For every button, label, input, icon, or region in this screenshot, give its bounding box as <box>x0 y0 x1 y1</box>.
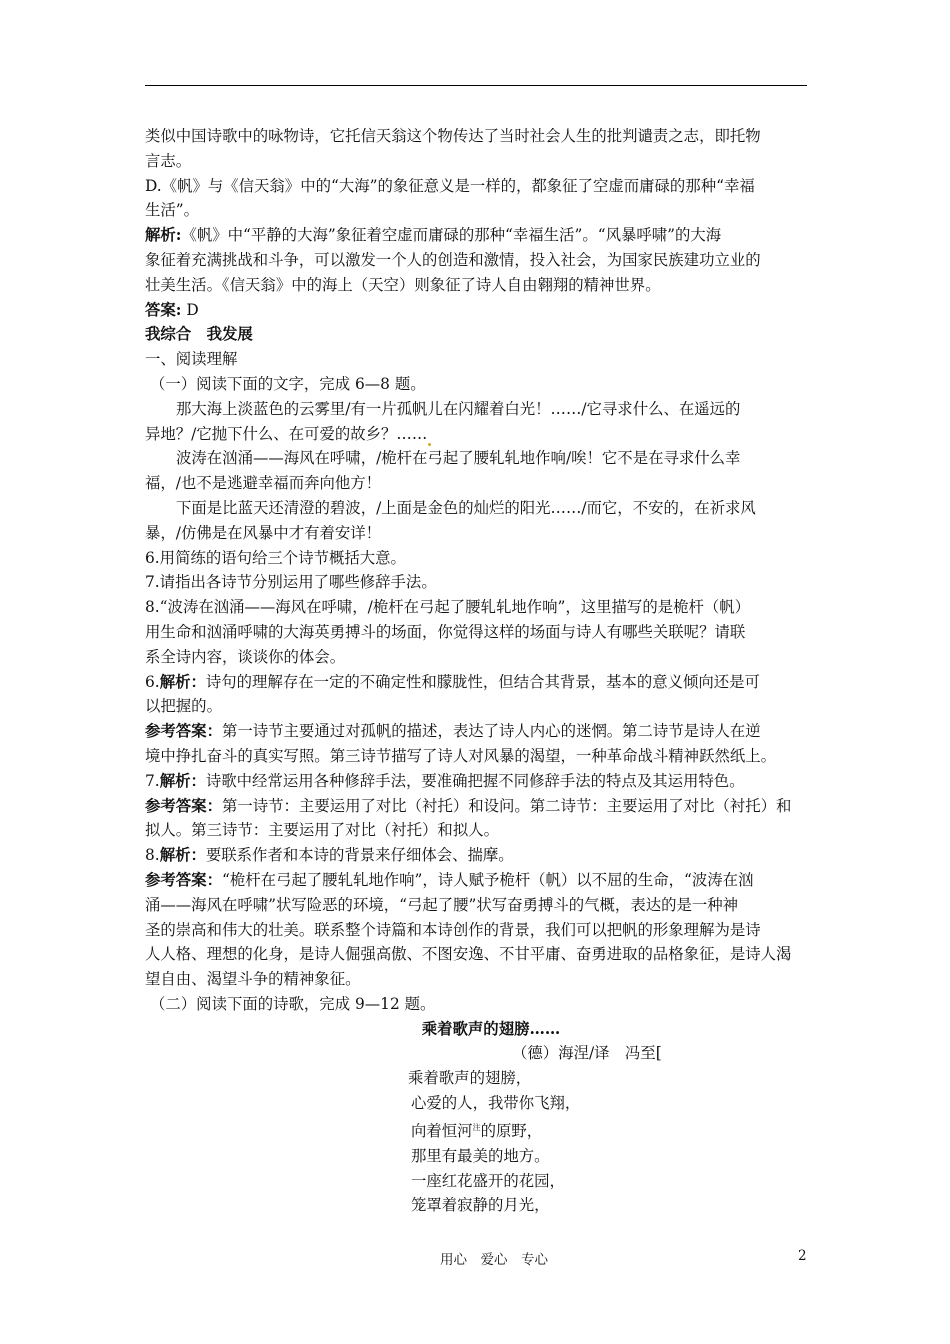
poem-line: 心爱的人，我带你飞翔， <box>411 1094 581 1113</box>
text-line: 类似中国诗歌中的咏物诗，它托信天翁这个物传达了当时社会人生的批判谴责之志，即托物 <box>145 127 761 145</box>
header-rule <box>145 85 807 86</box>
answer-label: 答案: <box>145 300 182 319</box>
reference-label: 参考答案： <box>145 796 222 815</box>
poem-line-part: 向着恒河 <box>411 1122 473 1140</box>
text-line: 涌——海风在呼啸”状写险恶的环境，“弓起了腰”状写奋勇搏斗的气概，表达的是一种神 <box>145 895 739 914</box>
poem-line: 一座红花盛开的花园， <box>411 1171 565 1190</box>
footnote-mark: 注 <box>472 1122 481 1132</box>
reading-intro-2: （二）阅读下面的诗歌，完成 9—12 题。 <box>150 994 436 1013</box>
poem-line: 那里有最美的地方。 <box>411 1146 550 1165</box>
poem-line: 乘着歌声的翅膀， <box>408 1069 532 1088</box>
analysis-7 <box>145 769 807 794</box>
question-7: 7.请指出各诗节分别运用了哪些修辞手法。 <box>145 573 437 592</box>
poem-stanza-line: 那大海上淡蓝色的云雾里/有一片孤帆儿在闪耀着白光！……/它寻求什么、在遥远的 <box>176 399 741 418</box>
analysis-label: 解析： <box>159 846 206 865</box>
reference-answer-7 <box>145 794 807 819</box>
text-line: 人人格、理想的化身，是诗人倔强高傲、不图安逸、不甘平庸、奋勇进取的品格象征，是诗人渴 <box>145 945 792 964</box>
reference-answer-6 <box>145 719 807 744</box>
option-d: D.《帆》与《信天翁》中的“大海”的象征意义是一样的，都象征了空虚而庸碌的那种“幸福 <box>145 176 755 195</box>
analysis-label: 解析： <box>159 672 206 691</box>
poem-author: （德）海涅/译 冯至[ <box>512 1044 662 1063</box>
analysis-text: 《帆》中“平静的大海”象征着空虚而庸碌的那种“幸福生活”。“风暴呼啸”的大海 <box>181 226 722 245</box>
answer-value: D <box>181 300 199 319</box>
analysis-text: 诗歌中经常运用各种修辞手法，要准确把握不同修辞手法的特点及其运用特色。 <box>205 771 745 790</box>
analysis-label: 解析: <box>145 226 182 245</box>
section-subheading: 一、阅读理解 <box>145 350 238 369</box>
poem-line-part: 的原野， <box>480 1122 543 1140</box>
poem-title: 乘着歌声的翅膀…… <box>421 1019 561 1038</box>
text-line: 望自由、渴望斗争的精神象征。 <box>145 970 361 989</box>
poem-stanza-line: 福，/也不是逃避幸福而奔向他方！ <box>145 474 382 493</box>
poem-stanza-line: 波涛在汹涌——海风在呼啸，/桅杆在弓起了腰轧轧地作响/唉！它不是在寻求什么幸 <box>176 449 741 468</box>
analysis-text: 要联系作者和本诗的背景来仔细体会、揣摩。 <box>205 846 514 865</box>
page-number: 2 <box>798 1248 807 1264</box>
item-number: 8. <box>145 846 160 865</box>
text-line: 以把握的。 <box>145 697 222 716</box>
item-number: 7. <box>145 771 160 790</box>
reference-text: 第一诗节：主要运用了对比（衬托）和设问。第二诗节：主要运用了对比（衬托）和 <box>221 796 792 815</box>
item-number: 6. <box>145 672 160 691</box>
analysis-6 <box>145 670 807 695</box>
reference-text: “桅杆在弓起了腰轧轧地作响”，诗人赋予桅杆（帆）以不屈的生命，“波涛在汹 <box>221 870 754 889</box>
answer <box>145 298 807 323</box>
text-line: 壮美生活。《信天翁》中的海上（天空）则象征了诗人自由翱翔的精神世界。 <box>145 275 661 294</box>
reference-label: 参考答案： <box>145 722 222 741</box>
footer-motto: 用心 爱心 专心 <box>440 1252 548 1268</box>
text-line: 系全诗内容，谈谈你的体会。 <box>145 647 346 666</box>
text-line: 拟人。第三诗节：主要运用了对比（衬托）和拟人。 <box>145 821 499 840</box>
question-6: 6.用简练的语句给三个诗节概括大意。 <box>145 548 406 567</box>
poem-stanza-line <box>145 422 807 447</box>
poem-line: 笼罩着寂静的月光， <box>411 1196 550 1215</box>
text-line: 言志。 <box>145 151 192 170</box>
analysis-label: 解析： <box>159 771 206 790</box>
reference-label: 参考答案： <box>145 870 222 889</box>
reference-text: 第一诗节主要通过对孤帆的描述，表达了诗人内心的迷惘。第二诗节是诗人在逆 <box>221 722 761 741</box>
poem-line <box>145 1116 807 1144</box>
reading-intro: （一）阅读下面的文字，完成 6—8 题。 <box>150 374 426 393</box>
text-line: 圣的崇高和伟大的壮美。联系整个诗篇和本诗创作的背景，我们可以把帆的形象理解为是诗 <box>145 920 761 939</box>
poem-stanza-line: 暴，/仿佛是在风暴中才有着安详！ <box>145 523 382 542</box>
analysis-text: 诗句的理解存在一定的不确定性和朦胧性，但结合其背景，基本的意义倾向还是可 <box>205 672 760 691</box>
text-line: 生活”。 <box>145 201 200 220</box>
reference-answer-8 <box>145 868 807 893</box>
analysis <box>145 223 807 248</box>
poem-stanza-text: 异地？/它抛下什么、在可爱的故乡？…… <box>145 424 428 443</box>
page-body <box>145 124 807 1218</box>
analysis-8 <box>145 843 807 868</box>
section-heading: 我综合 我发展 <box>145 325 253 344</box>
text-line: 用生命和汹涌呼啸的大海英勇搏斗的场面，你觉得这样的场面与诗人有哪些关联呢？请联 <box>145 622 746 641</box>
question-8: 8.“波涛在汹涌——海风在呼啸，/桅杆在弓起了腰轧轧地作响”，这里描写的是桅杆（帆） <box>145 598 751 617</box>
text-line: 象征着充满挑战和斗争，可以激发一个人的创造和激情，投入社会，为国家民族建功立业的 <box>145 250 761 269</box>
poem-stanza-line: 下面是比蓝天还清澄的碧波，/上面是金色的灿烂的阳光……/而它，不安的，在祈求风 <box>176 498 756 517</box>
text-line: 境中挣扎奋斗的真实写照。第三诗节描写了诗人对风暴的渴望，一种革命战斗精神跃然纸上。 <box>145 746 777 765</box>
